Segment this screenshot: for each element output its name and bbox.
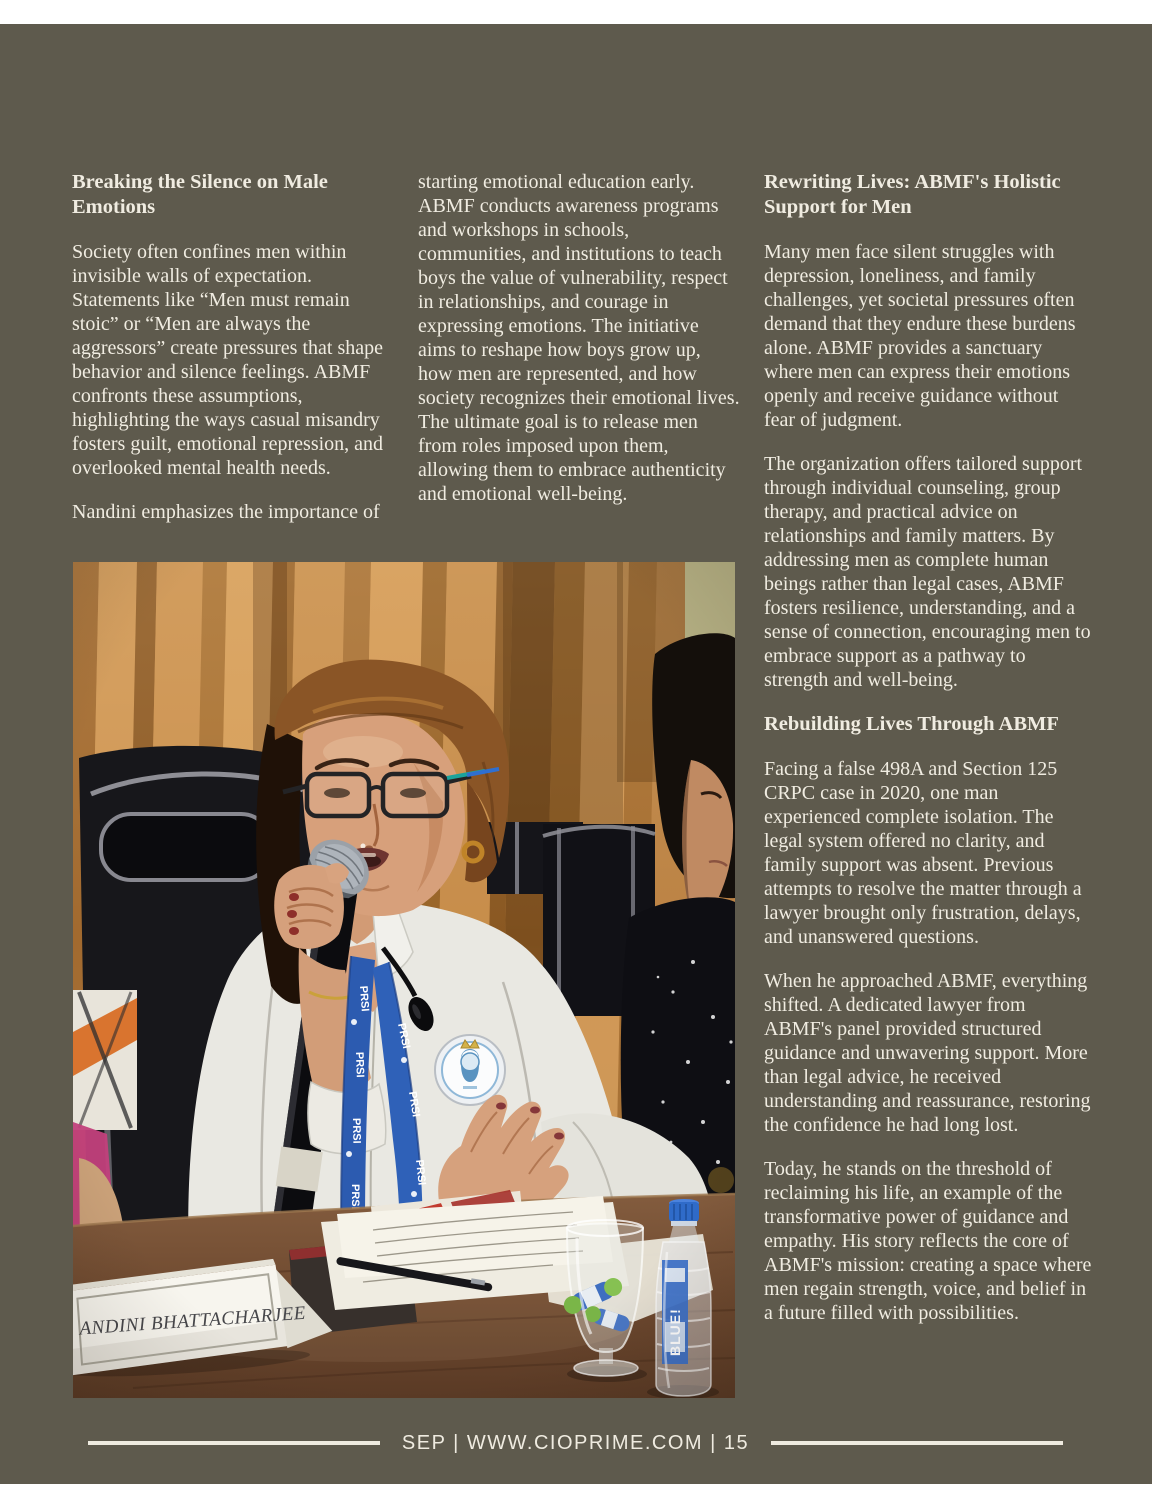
page-footer [88, 1432, 1063, 1454]
article-paragraph: Nandini emphasizes the importance of [72, 501, 380, 523]
article-paragraph: Today, he stands on the threshold of reclaiming his life, an example of the transformative power of guidance and empathy. His story reflects the core of ABMF's mission: creating a space where men regain strength, voice, and belief in a future filled with possibilities. [764, 1158, 1092, 1324]
conference-photo-illustration [73, 562, 735, 1398]
footer-page-info: SEP | WWW.CIOPRIME.COM | 15 [401, 1431, 750, 1454]
section-heading-rebuilding-lives: Rebuilding Lives Through ABMF [764, 713, 1059, 735]
article-paragraph: Facing a false 498A and Section 125 CRPC case in 2020, one man experienced complete isolation. The legal system offered no clarity, and family support was absent. Previous attempts to resolve the matter through a lawyer brought only frustration, delays, and unanswered questions. [764, 758, 1082, 948]
conference-photo [73, 562, 735, 1398]
article-paragraph: When he approached ABMF, everything shifted. A dedicated lawyer from ABMF's panel provided structured guidance and unwavering support. More than legal advice, he received understanding and reassurance, restoring the confidence he had long lost. [764, 970, 1091, 1136]
article-column-3 [764, 170, 1092, 1345]
footer-right-rule [771, 1441, 1063, 1445]
article-paragraph: starting emotional education early. ABMF conducts awareness programs and workshops in schools, communities, and institutions to teach boys the value of vulnerability, respect in relationships, and courage in expressing emotions. The initiative aims to reshape how boys grow up, how men are represented, and how society recognizes their emotional lives. The ultimate goal is to release men from roles imposed upon them, allowing them to embrace authenticity and emotional well-being. [418, 171, 740, 505]
section-heading-breaking-silence: Breaking the Silence on Male Emotions [72, 171, 328, 218]
article-paragraph: Society often confines men within invisible walls of expectation. Statements like “Men must remain stoic” or “Men are always the aggressors” create pressures that shape behavior and silence feelings. ABMF confronts these assumptions, highlighting the ways casual misandry fosters guilt, emotional repression, and overlooked mental health needs. [72, 241, 384, 479]
article-column-1 [72, 170, 392, 544]
article-column-2 [418, 170, 740, 526]
footer-left-rule [88, 1441, 380, 1445]
article-paragraph: The organization offers tailored support through individual counseling, group therapy, and practical advice on relationships and family matters. By addressing men as complete human beings rather than legal cases, ABMF fosters resilience, understanding, and a sense of connection, encouraging men to embrace support as a pathway to strength and well-being. [764, 453, 1091, 691]
page-background [0, 24, 1152, 1484]
article-paragraph: Many men face silent struggles with depression, loneliness, and family challenges, yet societal pressures often demand that they endure these burdens alone. ABMF provides a sanctuary where men can express their emotions openly and receive guidance without fear of judgment. [764, 241, 1076, 431]
photo-vignette [73, 562, 735, 1398]
section-heading-rewriting-lives: Rewriting Lives: ABMF's Holistic Support for Men [764, 171, 1061, 218]
